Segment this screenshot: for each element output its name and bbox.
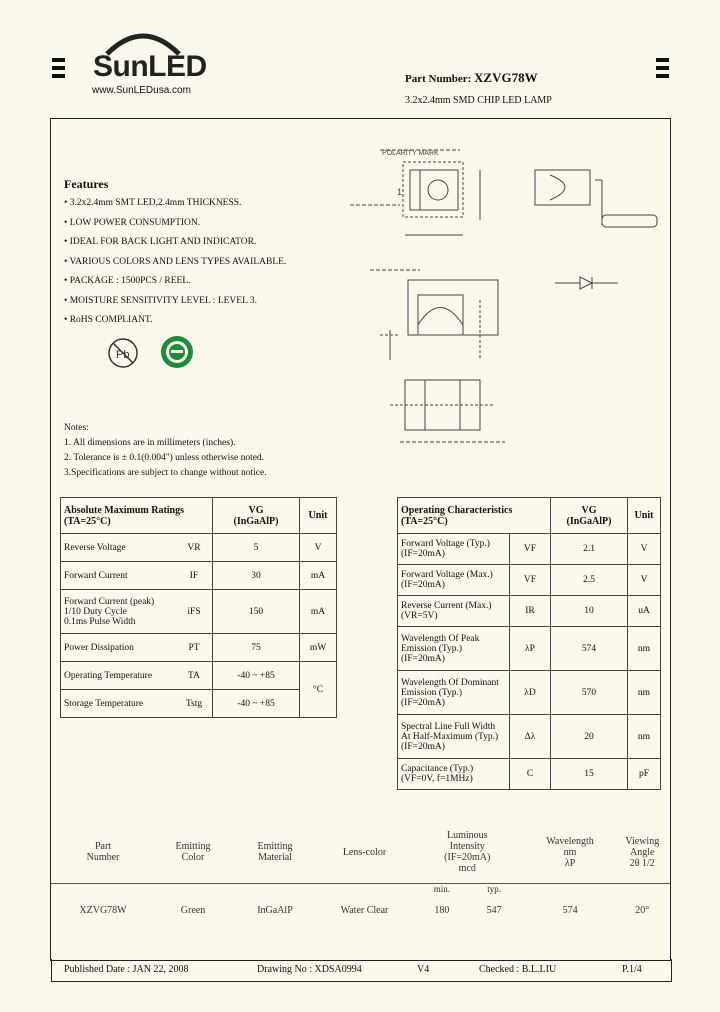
published-date: Published Date : JAN 22, 2008 bbox=[64, 964, 189, 975]
features-list bbox=[64, 198, 286, 335]
corner-mark bbox=[656, 66, 669, 70]
drawing-number: Drawing No : XDSA0994 bbox=[257, 964, 362, 975]
table-row: Power Dissipation PT 75 mW bbox=[61, 634, 337, 662]
product-subtitle: 3.2x2.4mm SMD CHIP LED LAMP bbox=[405, 95, 552, 106]
svg-text:Pb: Pb bbox=[116, 349, 130, 361]
checked-by: Checked : B.L.LIU bbox=[479, 964, 557, 975]
table-row: Forward Current (peak) 1/10 Duty Cycle 0.1ms Pulse Width iFS 150 mA bbox=[61, 590, 337, 634]
feature-item: • 3.2x2.4mm SMT LED,2.4mm THICKNESS. bbox=[64, 198, 242, 208]
table-row: Operating Temperature TA -40 ~ +85 °C bbox=[61, 662, 337, 690]
feature-item: • IDEAL FOR BACK LIGHT AND INDICATOR. bbox=[64, 237, 257, 247]
product-table: Part Number Emitting Color Emitting Material Lens-color Luminous Intensity (IF=20mA) mcd Wavelength nm λP Viewing Angle 2θ 1/2 min. typ. XZVG78W Green InGaAlP Water Clear 180 547 574 20° bbox=[56, 824, 664, 922]
feature-item: • PACKAGE : 1500PCS / REEL. bbox=[64, 276, 191, 286]
table-row: XZVG78W Green InGaAlP Water Clear 180 547 574 20° bbox=[79, 904, 650, 916]
page-number: P.1/4 bbox=[622, 964, 642, 975]
corner-mark bbox=[52, 74, 65, 78]
table-row: Wavelength Of Peak Emission (Typ.) (IF=20mA) λP 574 nm bbox=[398, 627, 661, 671]
table-row: Wavelength Of Dominant Emission (Typ.) (IF=20mA) λD 570 nm bbox=[398, 671, 661, 715]
part-number-label: Part Number: bbox=[405, 73, 472, 85]
table-row: Forward Current IF 30 mA bbox=[61, 562, 337, 590]
op-char-col-vg: VG (InGaAlP) bbox=[551, 498, 628, 534]
abs-max-col-unit: Unit bbox=[300, 498, 337, 534]
abs-max-table bbox=[60, 497, 337, 718]
table-row: Spectral Line Full Width At Half-Maximum (Typ.) (IF=20mA) Δλ 20 nm bbox=[398, 715, 661, 759]
op-char-table bbox=[397, 497, 661, 790]
abs-max-header: Absolute Maximum Ratings (TA=25°C) bbox=[61, 498, 213, 534]
op-char-header: Operating Characteristics (TA=25°C) bbox=[398, 498, 551, 534]
op-char-col-unit: Unit bbox=[628, 498, 661, 534]
pb-free-icon bbox=[106, 336, 140, 370]
features-title: Features bbox=[64, 177, 109, 191]
rohs-e-icon bbox=[159, 334, 195, 370]
table-row: Capacitance (Typ.) (VF=0V, f=1MHz) C 15 pF bbox=[398, 759, 661, 790]
feature-item: • RoHS COMPLIANT. bbox=[64, 315, 153, 325]
corner-mark bbox=[52, 66, 65, 70]
table-row: Forward Voltage (Max.) (IF=20mA) VF 2.5 V bbox=[398, 565, 661, 596]
svg-text:1: 1 bbox=[397, 187, 403, 197]
svg-text:POLARITY MARK: POLARITY MARK bbox=[382, 150, 439, 157]
table-row: Reverse Current (Max.) (VR=5V) IR 10 uA bbox=[398, 596, 661, 627]
table-row: Storage Temperature Tstg -40 ~ +85 bbox=[61, 690, 337, 718]
table-row: Forward Voltage (Typ.) (IF=20mA) VF 2.1 V bbox=[398, 534, 661, 565]
notes-block bbox=[64, 421, 267, 481]
corner-mark bbox=[656, 74, 669, 78]
product-header-row: Part Number Emitting Color Emitting Material Lens-color Luminous Intensity (IF=20mA) mcd Wavelength nm λP Viewing Angle 2θ 1/2 bbox=[86, 830, 660, 874]
feature-item: • MOISTURE SENSITIVITY LEVEL : LEVEL 3. bbox=[64, 295, 258, 306]
corner-mark bbox=[656, 58, 669, 62]
brand-logo: SunLED bbox=[93, 50, 207, 83]
package-dimension-drawing bbox=[340, 140, 670, 460]
part-number-value: XZVG78W bbox=[474, 70, 538, 85]
note-item: 2. Tolerance is ± 0.1(0.004") unless otherwise noted. bbox=[64, 453, 265, 463]
note-item: 3.Specifications are subject to change without notice. bbox=[64, 468, 267, 478]
corner-mark bbox=[52, 58, 65, 62]
version: V4 bbox=[417, 964, 430, 975]
part-number-header bbox=[405, 70, 538, 86]
abs-max-col-vg: VG (InGaAlP) bbox=[213, 498, 300, 534]
table-row: Reverse Voltage VR 5 V bbox=[61, 534, 337, 562]
brand-url[interactable]: www.SunLEDusa.com bbox=[92, 85, 191, 96]
feature-item: • VARIOUS COLORS AND LENS TYPES AVAILABLE. bbox=[64, 256, 287, 267]
footer-bar bbox=[51, 959, 672, 982]
notes-title: Notes: bbox=[64, 423, 89, 433]
feature-item: • LOW POWER CONSUMPTION. bbox=[64, 217, 201, 228]
note-item: 1. All dimensions are in millimeters (inches). bbox=[64, 438, 236, 448]
